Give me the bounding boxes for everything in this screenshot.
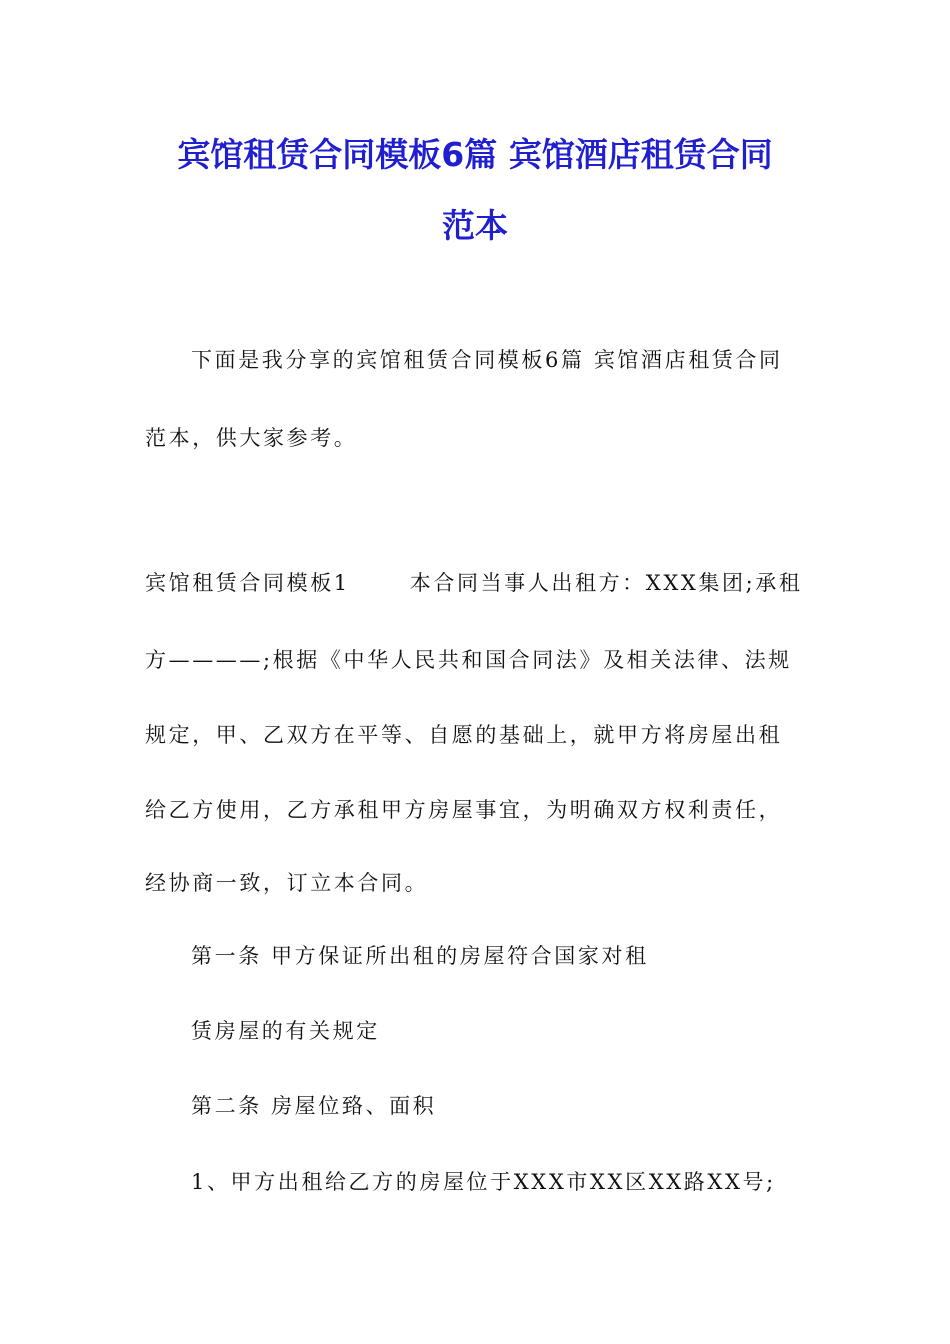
contract-first-line xyxy=(145,568,803,598)
contract-heading: 宾馆租赁合同模板1 xyxy=(145,571,350,595)
article-2-item-1: 1、甲方出租给乙方的房屋位于XXX市XX区XX路XX号; xyxy=(191,1170,776,1194)
article-1-line-1: 第一条 甲方保证所出租的房屋符合国家对租 xyxy=(191,944,649,968)
contract-line-5: 经协商一致，订立本合同。 xyxy=(145,871,429,895)
contract-line-1-text: 本合同当事人出租方：XXX集团;承租 xyxy=(409,571,803,595)
contract-line-2: 方————;根据《中华人民共和国合同法》及相关法律、法规 xyxy=(145,648,792,672)
contract-line-4: 给乙方使用，乙方承租甲方房屋事宜，为明确双方权利责任， xyxy=(145,798,783,822)
document-title-line-2: 范本 xyxy=(442,206,508,245)
document-title-line-1: 宾馆租赁合同模板6篇 宾馆酒店租赁合同 xyxy=(177,135,773,174)
article-2-heading: 第二条 房屋位臵、面积 xyxy=(191,1094,437,1118)
intro-line-1: 下面是我分享的宾馆租赁合同模板6篇 宾馆酒店租赁合同 xyxy=(191,348,783,372)
contract-line-3: 规定，甲、乙双方在平等、自愿的基础上，就甲方将房屋出租 xyxy=(145,723,783,747)
article-1-line-2: 赁房屋的有关规定 xyxy=(191,1019,380,1043)
intro-line-2: 范本，供大家参考。 xyxy=(145,426,358,450)
